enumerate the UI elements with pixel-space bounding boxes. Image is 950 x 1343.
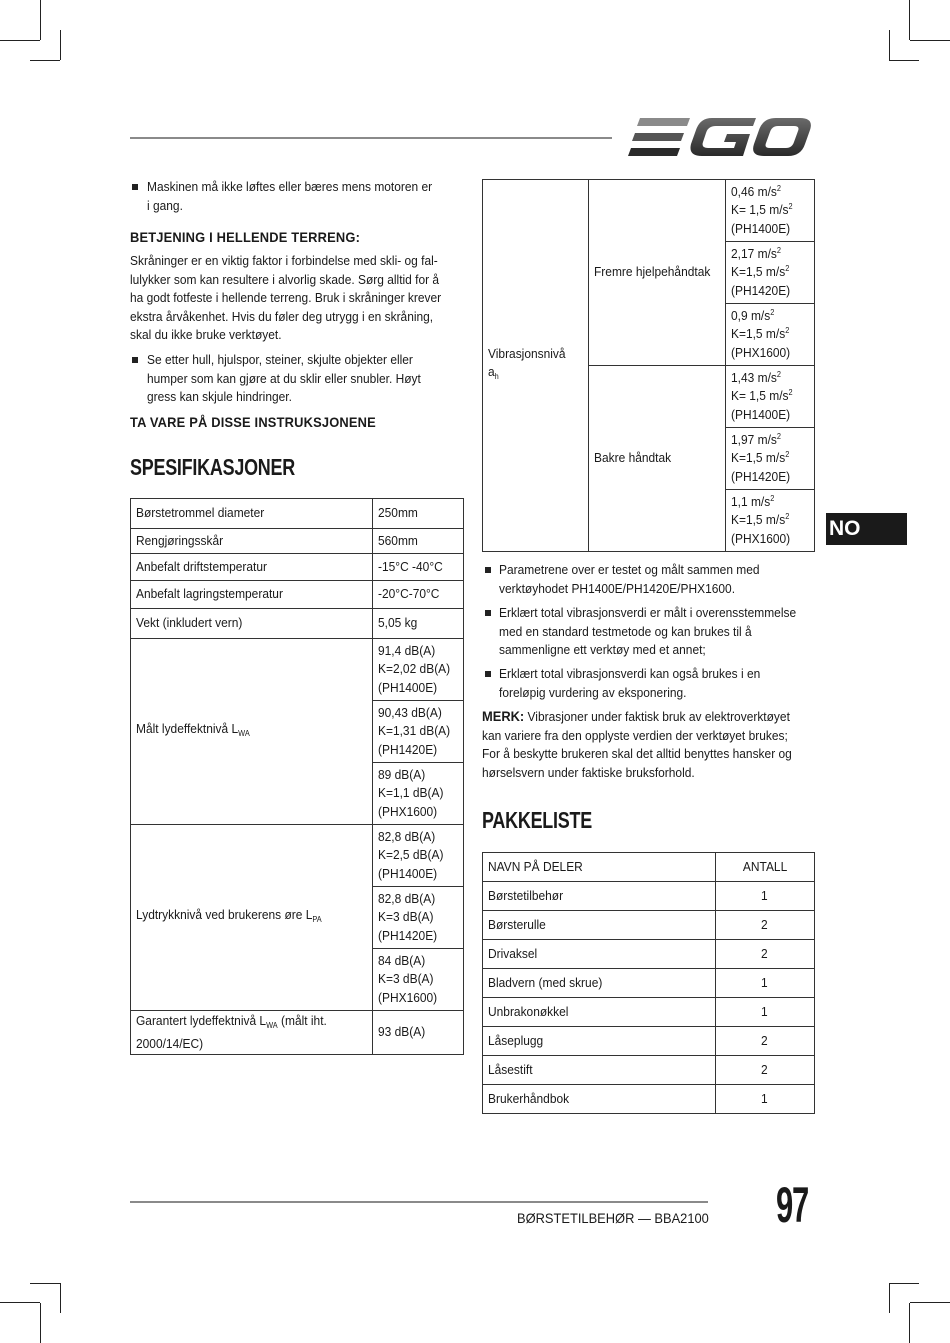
handle-label: Fremre hjelpehåndtak (594, 264, 711, 280)
bullet-marker (132, 184, 138, 190)
part-qty: 2 (761, 1061, 769, 1077)
bullet-text: Erklært total vibrasjonsverdi kan også brukes i en foreløpig vurdering av eksponering. (499, 666, 761, 700)
crop-mark (40, 1303, 41, 1343)
handle-label: Bakre håndtak (594, 450, 672, 466)
spec-value: -20°C-70°C (378, 586, 440, 602)
crop-mark (910, 40, 950, 41)
part-qty: 2 (761, 916, 769, 932)
spec-label: Garantert lydeffektnivå $L_{WA}$ (målt iht. 2000/14/EC) (136, 1012, 327, 1051)
section-heading: BETJENING I HELLENDE TERRENG: (130, 229, 361, 245)
table-row (131, 609, 464, 639)
table-row (131, 529, 464, 554)
table-row (483, 940, 815, 969)
crop-mark (30, 1283, 60, 1284)
table-header-row (483, 853, 815, 882)
part-name: Låsestift (488, 1061, 533, 1077)
table-row (483, 1085, 815, 1114)
part-name: Bladvern (med skrue) (488, 974, 603, 990)
brand-logo (628, 116, 812, 158)
bullet-marker (485, 610, 491, 616)
column-header: ANTALL (742, 858, 788, 874)
crop-mark (60, 30, 61, 60)
table-row (131, 581, 464, 609)
bullet-text: Se etter hull, hjulspor, steiner, skjulte objekter eller humper som kan gjøre at du sklir eller snubler. Høyt gress kan skjule hindringer. (147, 352, 421, 404)
vibration-label: Vibrasjonsnivå $a_h$ (488, 345, 566, 381)
table-row (483, 969, 815, 998)
note-label: MERK: (482, 708, 525, 724)
vibration-value: 0,9 $m/s^2$ K=1,5 $m/s^2$ (PHX1600) (731, 307, 791, 360)
part-name: Drivaksel (488, 945, 538, 961)
spec-label: Anbefalt driftstemperatur (136, 558, 267, 574)
crop-mark (910, 1302, 950, 1303)
part-name: Børsterulle (488, 916, 546, 932)
header-rule (130, 137, 612, 139)
bullet-marker (132, 357, 138, 363)
spec-value: 82,8 dB(A) K=3 dB(A) (PH1420E) (378, 890, 438, 943)
table-row (131, 1011, 464, 1055)
spec-value: 250mm (378, 505, 418, 521)
part-name: Låseplugg (488, 1032, 544, 1048)
spec-value: 91,4 dB(A) K=2,02 dB(A) (PH1400E) (378, 642, 451, 695)
paragraph: Skråninger er en viktig faktor i forbindelse med skli- og fal- lulykker som kan resultere i alvorlig skade. Sørg alltid for å ha godt fotfeste i hellende terreng. Bruk i skråninger krever ekstra årvåkenhet. Hvis du føler deg utrygg i en skråning, skal du ikke bruke verktøyet. (130, 253, 442, 342)
column-header: NAVN PÅ DELER (488, 858, 583, 874)
part-qty: 1 (761, 1003, 769, 1019)
crop-mark (909, 0, 910, 40)
table-row (483, 998, 815, 1027)
crop-mark (889, 30, 890, 60)
table-row (483, 911, 815, 940)
table-row (131, 499, 464, 529)
table-row (483, 882, 815, 911)
vibration-value: 1,1 $m/s^2$ K=1,5 $m/s^2$ (PHX1600) (731, 493, 791, 546)
page-number: 97 (776, 1177, 809, 1233)
part-qty: 2 (761, 945, 769, 961)
vibration-value: 1,97 $m/s^2$ K=1,5 $m/s^2$ (PH1420E) (731, 431, 791, 484)
table-row (131, 825, 464, 887)
bullet-text: Maskinen må ikke løftes eller bæres mens motoren er i gang. (147, 179, 433, 213)
crop-mark (60, 1283, 61, 1313)
packlist-table (482, 852, 815, 1114)
spec-value: 84 dB(A) K=3 dB(A) (PHX1600) (378, 952, 438, 1005)
crop-mark (909, 1303, 910, 1343)
part-name: Brukerhåndbok (488, 1090, 570, 1106)
vibration-value: 1,43 $m/s^2$ K= 1,5 $m/s^2$ (PH1400E) (731, 369, 793, 422)
spec-value: 82,8 dB(A) K=2,5 dB(A) (PH1400E) (378, 828, 444, 881)
section-title: PAKKELISTE (482, 807, 592, 833)
crop-mark (40, 0, 41, 40)
footer-title: BØRSTETILBEHØR — BBA2100 (517, 1210, 709, 1226)
bullet-marker (485, 567, 491, 573)
crop-mark (889, 60, 919, 61)
spec-value: -15°C -40°C (378, 558, 443, 574)
part-qty: 1 (761, 974, 769, 990)
spec-label: Målt lydeffektnivå $L_{WA}$ (136, 720, 250, 738)
crop-mark (889, 1283, 919, 1284)
note-paragraph: MERK: Vibrasjoner under faktisk bruk av elektroverktøyet kan variere fra den opplyste verdien der verktøyet brukes; For å beskytte brukeren skal det alltid benyttes hansker og hørselsvern under faktiske bruksforhold. (482, 708, 792, 780)
part-qty: 2 (761, 1032, 769, 1048)
table-row (483, 1027, 815, 1056)
crop-mark (0, 40, 40, 41)
footer-rule (130, 1201, 708, 1203)
vibration-table (482, 179, 815, 552)
table-row (131, 639, 464, 701)
crop-mark (889, 1283, 890, 1313)
vibration-value: 0,46 $m/s^2$ K= 1,5 $m/s^2$ (PH1400E) (731, 183, 793, 236)
bullet-text: Parametrene over er testet og målt sammen med verktøyhodet PH1400E/PH1420E/PHX1600. (499, 562, 760, 596)
part-qty: 1 (761, 1090, 769, 1106)
spec-value: 560mm (378, 532, 418, 548)
crop-mark (30, 60, 60, 61)
spec-label: Børstetrommel diameter (136, 505, 265, 521)
part-name: Unbrakonøkkel (488, 1003, 569, 1019)
spec-value: 90,43 dB(A) K=1,31 dB(A) (PH1420E) (378, 704, 451, 757)
bullet-marker (485, 671, 491, 677)
section-heading: TA VARE PÅ DISSE INSTRUKSJONENE (130, 414, 376, 430)
specs-table (130, 498, 464, 1055)
vibration-value: 2,17 $m/s^2$ K=1,5 $m/s^2$ (PH1420E) (731, 245, 791, 298)
table-row (483, 1056, 815, 1085)
section-title: SPESIFIKASJONER (130, 454, 295, 480)
spec-value: 89 dB(A) K=1,1 dB(A) (PHX1600) (378, 766, 444, 819)
table-row (483, 180, 815, 242)
language-tab: NO (826, 513, 907, 545)
crop-mark (0, 1302, 40, 1303)
spec-value: 93 dB(A) (378, 1024, 426, 1040)
spec-label: Anbefalt lagringstemperatur (136, 586, 283, 602)
bullet-text: Erklært total vibrasjonsverdi er målt i overensstemmelse med en standard testmetode og kan brukes til å sammenligne ett verktøy med et annet; (499, 605, 797, 657)
part-name: Børstetilbehør (488, 887, 564, 903)
table-row (131, 554, 464, 581)
spec-label: Vekt (inkludert vern) (136, 615, 243, 631)
spec-value: 5,05 kg (378, 615, 418, 631)
spec-label: Lydtrykknivå ved brukerens øre $L_{PA}$ (136, 906, 322, 924)
spec-label: Rengjøringsskår (136, 532, 224, 548)
part-qty: 1 (761, 887, 769, 903)
